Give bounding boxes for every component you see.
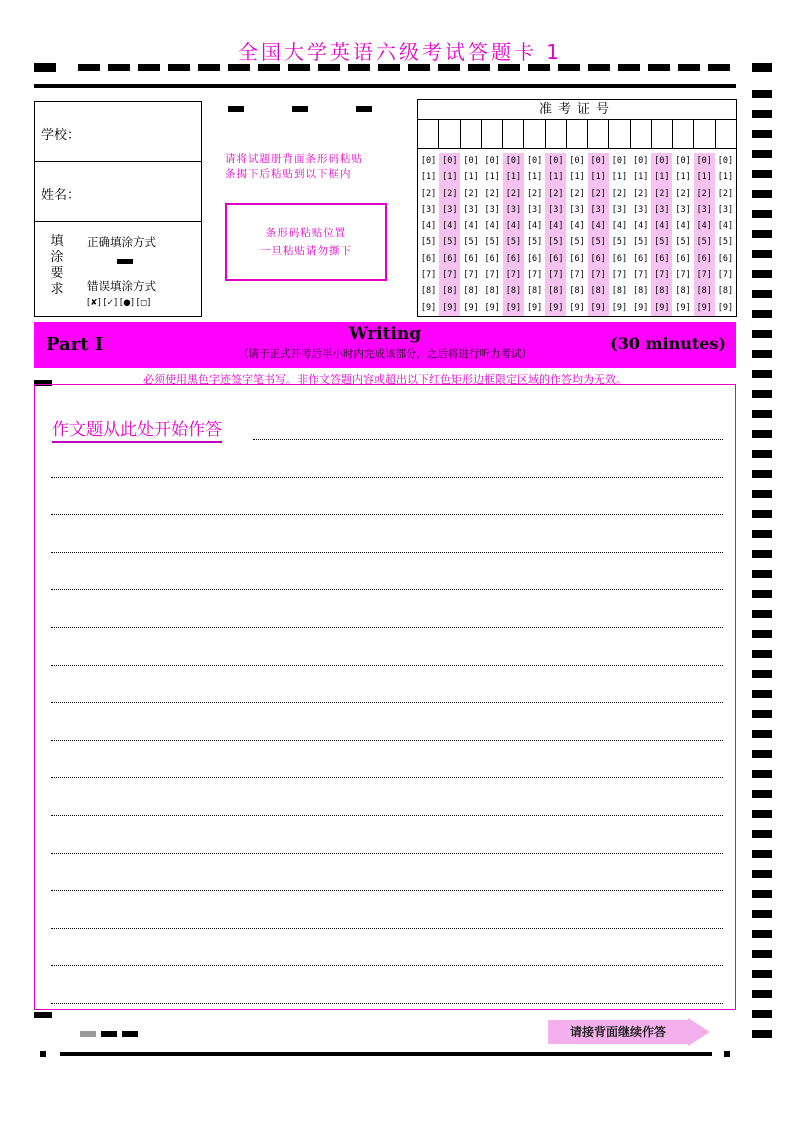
barcode-instruction (225, 152, 395, 182)
ticket-digit-cell[interactable] (503, 119, 524, 148)
digit-bubble[interactable]: [2] (675, 188, 691, 199)
digit-bubble[interactable]: [7] (569, 270, 585, 281)
digit-bubble[interactable]: [8] (420, 286, 437, 297)
ticket-digit-cell[interactable] (631, 119, 652, 148)
continue-label: 请接背面继续作答 (548, 1020, 688, 1044)
digit-bubble[interactable]: [7] (548, 270, 564, 281)
digit-bubble[interactable]: [0] (569, 156, 585, 166)
school-label: 学校： (41, 128, 81, 143)
writing-line[interactable] (51, 815, 723, 816)
name-label: 姓名： (41, 188, 81, 203)
digit-bubble[interactable]: [5] (696, 237, 712, 248)
digit-bubble[interactable]: [8] (442, 286, 458, 297)
digit-bubble[interactable]: [1] (696, 172, 712, 183)
alignment-mark (228, 106, 244, 112)
ticket-number-write-cells[interactable] (418, 119, 736, 149)
digit-bubble[interactable]: [2] (484, 188, 500, 199)
ticket-digit-cell[interactable] (439, 119, 460, 148)
corner-mark-top-left (34, 63, 56, 72)
digit-bubble[interactable]: [4] (611, 221, 628, 232)
digit-bubble[interactable]: [4] (632, 221, 649, 232)
digit-bubble[interactable]: [0] (442, 156, 458, 166)
digit-bubble[interactable]: [6] (717, 253, 734, 264)
digit-bubble[interactable]: [3] (442, 204, 458, 215)
digit-bubble[interactable]: [1] (548, 172, 564, 183)
writing-line[interactable] (51, 777, 723, 778)
digit-bubble[interactable]: [6] (526, 253, 543, 264)
digit-bubble[interactable]: [2] (632, 188, 649, 199)
ticket-digit-column (418, 153, 439, 316)
digit-bubble[interactable]: [7] (611, 270, 628, 281)
correct-fill-label: 正确填涂方式 (87, 235, 156, 249)
barcode-instruction-line: 请将试题册背面条形码粘贴 (225, 153, 363, 165)
digit-bubble[interactable]: [1] (717, 172, 734, 183)
digit-bubble[interactable]: [3] (548, 204, 564, 215)
school-field[interactable] (35, 102, 201, 162)
digit-bubble[interactable]: [0] (463, 156, 479, 166)
digit-bubble[interactable]: [6] (548, 253, 564, 264)
digit-bubble[interactable]: [7] (442, 270, 458, 281)
digit-bubble[interactable]: [0] (696, 156, 712, 166)
digit-bubble[interactable]: [2] (590, 188, 606, 199)
wrong-fill-label: 错误填涂方式 (87, 279, 156, 293)
digit-bubble[interactable]: [7] (420, 270, 437, 281)
digit-bubble[interactable]: [3] (569, 204, 585, 215)
digit-bubble[interactable]: [4] (548, 221, 564, 232)
header-rule (34, 84, 736, 88)
digit-bubble[interactable]: [3] (654, 204, 670, 215)
digit-bubble[interactable]: [1] (442, 172, 458, 183)
digit-bubble[interactable]: [9] (463, 302, 479, 313)
alignment-mark (292, 106, 308, 112)
alignment-mark (122, 1031, 138, 1037)
ticket-digit-cell[interactable] (673, 119, 694, 148)
digit-bubble[interactable]: [5] (611, 237, 628, 248)
wrong-fill-examples: [✘] [✓] [●] [◻] (87, 298, 151, 308)
writing-line[interactable] (51, 477, 723, 478)
digit-bubble[interactable]: [6] (505, 253, 522, 264)
digit-bubble[interactable]: [3] (505, 204, 522, 215)
correct-fill-example (117, 259, 133, 264)
digit-bubble[interactable]: [6] (611, 253, 628, 264)
digit-bubble[interactable]: [5] (590, 237, 606, 248)
digit-bubble[interactable]: [8] (632, 286, 649, 297)
ticket-digit-cell[interactable] (461, 119, 482, 148)
digit-bubble[interactable]: [6] (590, 253, 606, 264)
digit-bubble[interactable]: [2] (505, 188, 522, 199)
ticket-digit-cell[interactable] (694, 119, 715, 148)
barcode-paste-area[interactable] (225, 203, 387, 281)
digit-bubble[interactable]: [9] (420, 302, 437, 313)
digit-bubble[interactable]: [5] (420, 237, 437, 248)
digit-bubble[interactable]: [9] (611, 302, 628, 313)
ticket-digit-column (482, 153, 503, 316)
ticket-digit-cell[interactable] (716, 119, 736, 148)
digit-bubble[interactable]: [1] (526, 172, 543, 183)
section-subtitle: （请于正式开考后半小时内完成该部分，之后将进行听力考试） (238, 348, 532, 360)
digit-bubble[interactable]: [3] (675, 204, 691, 215)
digit-bubble[interactable]: [0] (675, 156, 691, 166)
ticket-digit-column (715, 153, 736, 316)
digit-bubble[interactable]: [1] (463, 172, 479, 183)
continue-on-back-note (548, 1020, 708, 1044)
sheet-title: 全国大学英语六级考试答题卡 1 (237, 40, 563, 64)
digit-bubble[interactable]: [9] (526, 302, 543, 313)
digit-bubble[interactable]: [8] (590, 286, 606, 297)
digit-bubble[interactable]: [1] (675, 172, 691, 183)
digit-bubble[interactable]: [6] (442, 253, 458, 264)
digit-bubble[interactable]: [5] (654, 237, 670, 248)
digit-bubble[interactable]: [7] (484, 270, 500, 281)
writing-line[interactable] (51, 740, 723, 741)
arrow-right-icon (688, 1018, 710, 1046)
writing-line[interactable] (51, 514, 723, 515)
digit-bubble[interactable]: [1] (505, 172, 522, 183)
digit-bubble[interactable]: [2] (463, 188, 479, 199)
ticket-number-bubbles[interactable] (418, 153, 736, 316)
digit-bubble[interactable]: [0] (717, 156, 734, 166)
ticket-digit-cell[interactable] (524, 119, 545, 148)
ticket-number-header: 准考证号 (418, 100, 736, 120)
ticket-digit-cell[interactable] (588, 119, 609, 148)
ticket-digit-column (630, 153, 651, 316)
digit-bubble[interactable]: [7] (654, 270, 670, 281)
writing-line[interactable] (51, 552, 723, 553)
digit-bubble[interactable]: [0] (505, 156, 522, 166)
digit-bubble[interactable]: [3] (717, 204, 734, 215)
digit-bubble[interactable]: [5] (442, 237, 458, 248)
ticket-digit-cell[interactable] (652, 119, 673, 148)
digit-bubble[interactable]: [8] (654, 286, 670, 297)
digit-bubble[interactable]: [6] (463, 253, 479, 264)
ticket-digit-column (545, 153, 566, 316)
digit-bubble[interactable]: [5] (526, 237, 543, 248)
digit-bubble[interactable]: [4] (717, 221, 734, 232)
digit-bubble[interactable]: [2] (442, 188, 458, 199)
ticket-digit-cell[interactable] (567, 119, 588, 148)
digit-bubble[interactable]: [5] (484, 237, 500, 248)
digit-bubble[interactable]: [9] (569, 302, 585, 313)
corner-mark-bottom-right-small (724, 1051, 730, 1057)
corner-mark-bottom-left-small (40, 1051, 46, 1057)
digit-bubble[interactable]: [2] (611, 188, 628, 199)
digit-bubble[interactable]: [1] (654, 172, 670, 183)
digit-bubble[interactable]: [4] (442, 221, 458, 232)
writing-line[interactable] (51, 890, 723, 891)
ticket-digit-column (439, 153, 460, 316)
fill-req-char: 涂 (50, 250, 64, 265)
writing-line[interactable] (51, 965, 723, 966)
writing-line[interactable] (51, 853, 723, 854)
ticket-digit-column (588, 153, 609, 316)
ticket-digit-column (524, 153, 545, 316)
ticket-digit-column (460, 153, 481, 316)
digit-bubble[interactable]: [8] (675, 286, 691, 297)
digit-bubble[interactable]: [5] (548, 237, 564, 248)
digit-bubble[interactable]: [4] (420, 221, 437, 232)
digit-bubble[interactable]: [3] (484, 204, 500, 215)
digit-bubble[interactable]: [9] (696, 302, 712, 313)
digit-bubble[interactable]: [9] (632, 302, 649, 313)
digit-bubble[interactable]: [4] (675, 221, 691, 232)
digit-bubble[interactable]: [8] (505, 286, 522, 297)
digit-bubble[interactable]: [8] (526, 286, 543, 297)
fill-requirements-label (49, 234, 65, 298)
digit-bubble[interactable]: [6] (632, 253, 649, 264)
digit-bubble[interactable]: [3] (611, 204, 628, 215)
digit-bubble[interactable]: [7] (505, 270, 522, 281)
writing-line[interactable] (51, 589, 723, 590)
digit-bubble[interactable]: [5] (717, 237, 734, 248)
digit-bubble[interactable]: [2] (696, 188, 712, 199)
part-header (34, 322, 736, 368)
digit-bubble[interactable]: [3] (420, 204, 437, 215)
digit-bubble[interactable]: [8] (463, 286, 479, 297)
writing-line[interactable] (51, 627, 723, 628)
writing-line[interactable] (51, 928, 723, 929)
digit-bubble[interactable]: [7] (590, 270, 606, 281)
digit-bubble[interactable]: [2] (526, 188, 543, 199)
ticket-digit-cell[interactable] (546, 119, 567, 148)
digit-bubble[interactable]: [4] (569, 221, 585, 232)
digit-bubble[interactable]: [2] (569, 188, 585, 199)
digit-bubble[interactable]: [1] (590, 172, 606, 183)
digit-bubble[interactable]: [2] (717, 188, 734, 199)
ticket-digit-column (672, 153, 693, 316)
digit-bubble[interactable]: [9] (505, 302, 522, 313)
corner-mark-top-right (752, 63, 772, 72)
digit-bubble[interactable]: [0] (632, 156, 649, 166)
writing-line[interactable] (253, 439, 723, 440)
digit-bubble[interactable]: [3] (463, 204, 479, 215)
alignment-mark (80, 1031, 96, 1037)
digit-bubble[interactable]: [4] (696, 221, 712, 232)
digit-bubble[interactable]: [0] (654, 156, 670, 166)
alignment-mark (356, 106, 372, 112)
digit-bubble[interactable]: [6] (654, 253, 670, 264)
digit-bubble[interactable]: [1] (420, 172, 437, 183)
ticket-digit-column (609, 153, 630, 316)
writing-start-label: 作文题从此处开始作答 (52, 415, 222, 443)
digit-bubble[interactable]: [6] (484, 253, 500, 264)
ticket-digit-cell[interactable] (609, 119, 630, 148)
timing-marks-top (78, 64, 738, 71)
digit-bubble[interactable]: [0] (590, 156, 606, 166)
digit-bubble[interactable]: [9] (484, 302, 500, 313)
digit-bubble[interactable]: [9] (717, 302, 734, 313)
ticket-digit-cell[interactable] (482, 119, 503, 148)
digit-bubble[interactable]: [0] (526, 156, 543, 166)
timing-marks-right (752, 90, 772, 1050)
digit-bubble[interactable]: [5] (632, 237, 649, 248)
section-time: (30 minutes) (610, 334, 726, 353)
writing-notice: 必须使用黑色字迹签字笔书写。非作文答题内容或超出以下红色矩形边框限定区域的作答均为无效。 (143, 373, 627, 386)
digit-bubble[interactable]: [9] (590, 302, 606, 313)
digit-bubble[interactable]: [9] (675, 302, 691, 313)
digit-bubble[interactable]: [8] (717, 286, 734, 297)
digit-bubble[interactable]: [4] (484, 221, 500, 232)
digit-bubble[interactable]: [5] (505, 237, 522, 248)
digit-bubble[interactable]: [8] (569, 286, 585, 297)
alignment-mark (101, 1031, 117, 1037)
digit-bubble[interactable]: [1] (632, 172, 649, 183)
digit-bubble[interactable]: [4] (526, 221, 543, 232)
digit-bubble[interactable]: [0] (611, 156, 628, 166)
part-name: Part I (46, 334, 104, 355)
student-info-box (34, 101, 202, 317)
barcode-box-line: 一旦粘贴请勿撕下 (260, 245, 352, 257)
digit-bubble[interactable]: [7] (675, 270, 691, 281)
digit-bubble[interactable]: [8] (548, 286, 564, 297)
ticket-digit-column (566, 153, 587, 316)
ticket-number-box (417, 99, 737, 317)
digit-bubble[interactable]: [7] (526, 270, 543, 281)
digit-bubble[interactable]: [9] (442, 302, 458, 313)
digit-bubble[interactable]: [1] (569, 172, 585, 183)
digit-bubble[interactable]: [3] (632, 204, 649, 215)
barcode-instruction-line: 条揭下后粘贴到以下框内 (225, 168, 352, 180)
digit-bubble[interactable]: [5] (463, 237, 479, 248)
digit-bubble[interactable]: [8] (484, 286, 500, 297)
digit-bubble[interactable]: [5] (675, 237, 691, 248)
digit-bubble[interactable]: [4] (505, 221, 522, 232)
ticket-digit-column (651, 153, 672, 316)
corner-mark-bottom-left (34, 1012, 52, 1018)
digit-bubble[interactable]: [3] (526, 204, 543, 215)
digit-bubble[interactable]: [6] (696, 253, 712, 264)
digit-bubble[interactable]: [4] (590, 221, 606, 232)
barcode-box-line: 条形码粘贴位置 (265, 227, 347, 239)
digit-bubble[interactable]: [7] (717, 270, 734, 281)
digit-bubble[interactable]: [1] (611, 172, 628, 183)
section-title: Writing (348, 324, 422, 344)
digit-bubble[interactable]: [6] (569, 253, 585, 264)
fill-req-char: 填 (50, 234, 64, 249)
digit-bubble[interactable]: [1] (484, 172, 500, 183)
writing-area[interactable] (34, 384, 736, 1010)
digit-bubble[interactable]: [6] (420, 253, 437, 264)
digit-bubble[interactable]: [9] (654, 302, 670, 313)
digit-bubble[interactable]: [4] (463, 221, 479, 232)
digit-bubble[interactable]: [9] (548, 302, 564, 313)
digit-bubble[interactable]: [3] (696, 204, 712, 215)
digit-bubble[interactable]: [2] (420, 188, 437, 199)
digit-bubble[interactable]: [3] (590, 204, 606, 215)
footer-rule (60, 1052, 712, 1056)
digit-bubble[interactable]: [0] (484, 156, 500, 166)
digit-bubble[interactable]: [5] (569, 237, 585, 248)
writing-line[interactable] (51, 702, 723, 703)
ticket-digit-cell[interactable] (418, 119, 439, 148)
digit-bubble[interactable]: [2] (548, 188, 564, 199)
digit-bubble[interactable]: [7] (696, 270, 712, 281)
ticket-digit-column (503, 153, 524, 316)
fill-req-char: 求 (50, 282, 64, 297)
digit-bubble[interactable]: [0] (420, 156, 437, 166)
digit-bubble[interactable]: [2] (654, 188, 670, 199)
digit-bubble[interactable]: [0] (548, 156, 564, 166)
ticket-digit-column (694, 153, 715, 316)
writing-line[interactable] (51, 665, 723, 666)
digit-bubble[interactable]: [8] (611, 286, 628, 297)
name-field[interactable] (35, 162, 201, 222)
digit-bubble[interactable]: [7] (463, 270, 479, 281)
digit-bubble[interactable]: [4] (654, 221, 670, 232)
digit-bubble[interactable]: [7] (632, 270, 649, 281)
digit-bubble[interactable]: [6] (675, 253, 691, 264)
writing-line[interactable] (51, 1003, 723, 1004)
fill-req-char: 要 (50, 266, 64, 281)
digit-bubble[interactable]: [8] (696, 286, 712, 297)
